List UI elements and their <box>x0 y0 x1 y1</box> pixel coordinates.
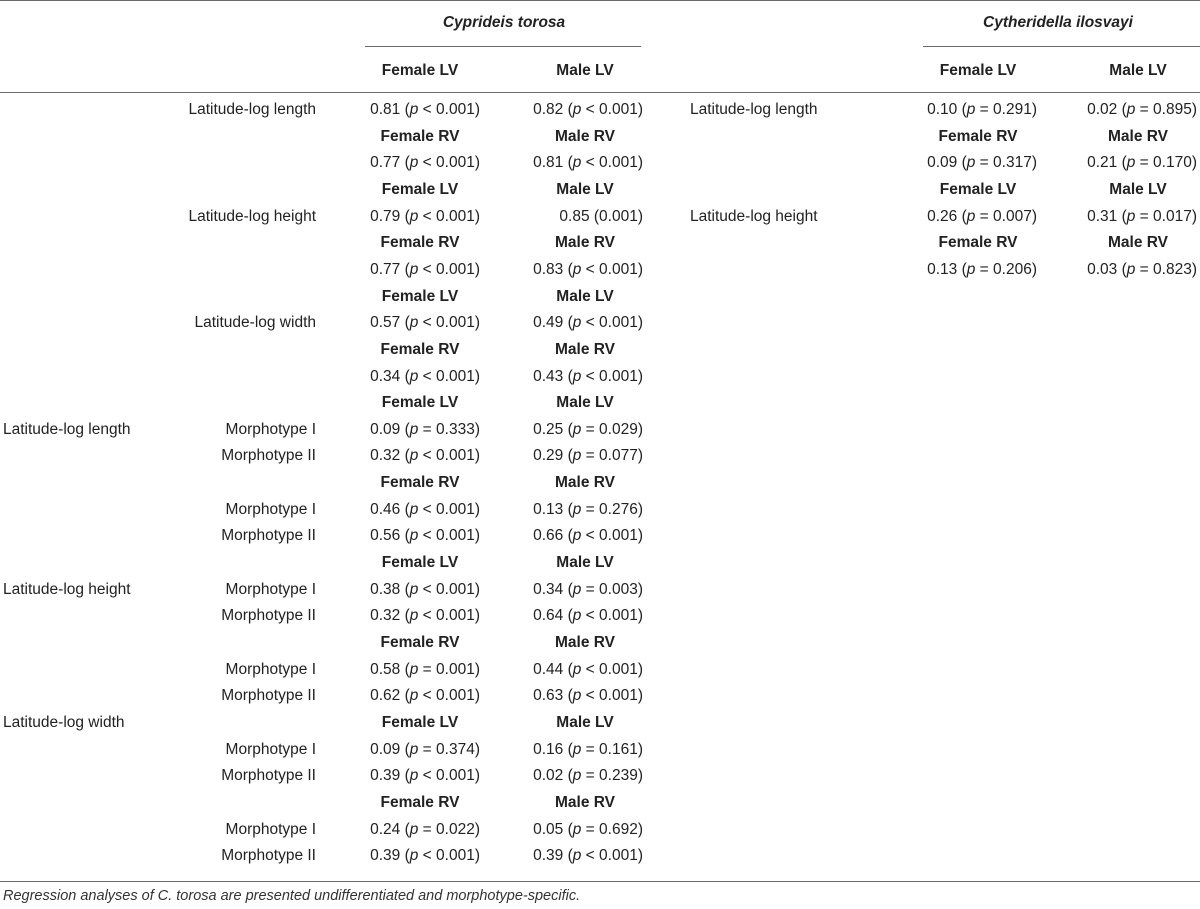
value-number: 0.43 ( <box>533 367 573 385</box>
p-symbol: p <box>409 101 419 118</box>
value-number: 0.79 ( <box>370 207 410 225</box>
ct-value-b <box>533 313 643 333</box>
p-symbol: p <box>966 154 976 172</box>
value-number: 0.09 ( <box>370 420 410 438</box>
ct-value-b <box>559 207 643 227</box>
ct-value-a <box>370 686 480 706</box>
value-number: 0.77 ( <box>370 260 410 278</box>
value-number: 0.09 ( <box>370 740 410 758</box>
subheader-cell: Male LV <box>556 180 614 198</box>
ct-value-a <box>370 207 480 227</box>
subheader-cell: Male RV <box>554 793 616 811</box>
p-value: < 0.001) <box>581 314 643 332</box>
subheader-cell: Female RV <box>380 634 460 651</box>
ct-value-b <box>533 846 643 866</box>
ct-value-b <box>533 820 643 840</box>
ct-value-a <box>370 260 480 280</box>
row-label: Morphotype II <box>221 447 316 465</box>
p-symbol: p <box>572 687 582 705</box>
p-value: = 0.823) <box>1135 260 1197 278</box>
value-number: 0.31 ( <box>1087 207 1127 225</box>
p-value: = 0.022) <box>418 820 480 838</box>
p-symbol: p <box>1126 207 1136 225</box>
p-value: < 0.001) <box>418 500 480 518</box>
p-value: < 0.001) <box>418 767 480 785</box>
p-value: = 0.317) <box>975 154 1037 172</box>
p-symbol: p <box>572 420 582 438</box>
p-value: = 0.001) <box>418 660 480 678</box>
ct-value-a <box>370 153 480 173</box>
subheader-cell: Female RV <box>380 234 460 252</box>
p-symbol: p <box>572 767 582 785</box>
species-header-cytheridella: Cytheridella ilosvayi <box>983 14 1133 31</box>
value-number: 0.82 ( <box>533 101 573 118</box>
row-label: Morphotype I <box>225 660 316 678</box>
value-number: 0.39 ( <box>370 767 410 785</box>
p-symbol: p <box>409 367 419 385</box>
row-label: Morphotype II <box>221 607 316 625</box>
species-underline-cyprideis <box>365 46 641 47</box>
value-number: 0.49 ( <box>533 314 573 332</box>
ct-value-b <box>533 420 643 440</box>
p-value: < 0.001) <box>581 660 643 678</box>
value-number: 0.09 ( <box>927 154 967 172</box>
value-number: 0.34 ( <box>533 580 573 598</box>
value-number: 0.13 ( <box>533 500 573 518</box>
ct-value-a <box>370 740 480 760</box>
p-value: < 0.001) <box>418 687 480 705</box>
p-symbol: p <box>572 154 582 172</box>
value-number: 0.85 (0.001) <box>559 207 643 225</box>
p-value: < 0.001) <box>581 687 643 705</box>
row-label: Latitude-log width <box>194 314 316 332</box>
ct-value-a <box>370 446 480 466</box>
value-number: 0.39 ( <box>370 847 410 865</box>
p-value: = 0.895) <box>1135 101 1197 118</box>
p-value: = 0.007) <box>975 207 1037 225</box>
value-number: 0.26 ( <box>927 207 967 225</box>
subheader-cell: Female LV <box>381 180 459 198</box>
subheader-cell: Male RV <box>554 340 616 358</box>
p-value: = 0.333) <box>418 420 480 438</box>
p-value: < 0.001) <box>581 367 643 385</box>
p-symbol: p <box>409 740 419 758</box>
row-label: Morphotype I <box>225 580 316 598</box>
p-value: = 0.161) <box>581 740 643 758</box>
value-number: 0.10 ( <box>927 101 967 118</box>
ct-value-b <box>533 606 643 626</box>
p-symbol: p <box>572 500 582 518</box>
ct-value-a <box>370 500 480 520</box>
p-symbol: p <box>1126 154 1136 172</box>
p-symbol: p <box>409 314 419 332</box>
header-bottom-border <box>0 92 1200 93</box>
p-symbol: p <box>966 207 976 225</box>
ci-value-a <box>927 100 1037 120</box>
table-bottom-border <box>0 881 1200 882</box>
subheader-cell: Female RV <box>938 234 1018 252</box>
p-symbol: p <box>572 660 582 678</box>
p-symbol: p <box>409 687 419 705</box>
p-value: < 0.001) <box>418 154 480 172</box>
p-symbol: p <box>572 607 582 625</box>
p-symbol: p <box>572 740 582 758</box>
value-number: 0.46 ( <box>370 500 410 518</box>
ct-value-a <box>370 526 480 546</box>
p-value: = 0.291) <box>975 101 1037 118</box>
ci-value-a <box>927 153 1037 173</box>
p-value: < 0.001) <box>581 607 643 625</box>
p-symbol: p <box>1126 260 1136 278</box>
p-value: < 0.001) <box>581 527 643 545</box>
subheader-cell: Female RV <box>380 474 460 492</box>
p-symbol: p <box>409 420 419 438</box>
value-number: 0.16 ( <box>533 740 573 758</box>
ci-value-a <box>927 207 1037 227</box>
value-number: 0.32 ( <box>370 607 410 625</box>
subheader-cell: Female RV <box>938 127 1018 145</box>
value-number: 0.13 ( <box>927 260 967 278</box>
p-symbol: p <box>572 820 582 838</box>
subheader-cell: Male RV <box>554 127 616 145</box>
value-number: 0.29 ( <box>533 447 573 465</box>
species-header-cyprideis: Cyprideis torosa <box>442 14 566 31</box>
p-value: = 0.239) <box>581 767 643 785</box>
ct-value-b <box>533 260 643 280</box>
p-value: = 0.374) <box>418 740 480 758</box>
value-number: 0.24 ( <box>370 820 410 838</box>
ct-value-a <box>370 846 480 866</box>
p-symbol: p <box>572 314 582 332</box>
value-number: 0.25 ( <box>533 420 573 438</box>
row-label: Latitude-log height <box>690 207 818 225</box>
subheader-cell: Female RV <box>380 793 460 811</box>
subheader-cell: Male LV <box>556 394 614 412</box>
col-header-ci-male-lv: Male LV <box>1109 62 1167 79</box>
value-number: 0.81 ( <box>370 101 410 118</box>
p-symbol: p <box>409 207 419 225</box>
p-symbol: p <box>572 580 582 598</box>
row-label: Latitude-log length <box>690 101 818 118</box>
ct-value-a <box>370 420 480 440</box>
subheader-cell: Male LV <box>556 713 614 731</box>
row-label: Morphotype II <box>221 767 316 785</box>
ct-value-a <box>370 820 480 840</box>
ct-value-a <box>370 367 480 387</box>
value-number: 0.32 ( <box>370 447 410 465</box>
subheader-cell: Male RV <box>554 474 616 492</box>
p-symbol: p <box>966 101 976 118</box>
subheader-cell: Male RV <box>1107 127 1169 145</box>
p-symbol: p <box>572 367 582 385</box>
row-group-label: Latitude-log length <box>3 420 131 438</box>
row-label: Morphotype I <box>225 820 316 838</box>
species-underline-cytheridella <box>923 46 1200 47</box>
subheader-cell: Female LV <box>381 287 459 305</box>
value-number: 0.21 ( <box>1087 154 1127 172</box>
p-value: < 0.001) <box>418 314 480 332</box>
value-number: 0.38 ( <box>370 580 410 598</box>
col-header-ci-female-lv: Female LV <box>939 62 1017 79</box>
subheader-cell: Female LV <box>939 180 1017 198</box>
ci-value-b <box>1087 207 1197 227</box>
p-value: = 0.017) <box>1135 207 1197 225</box>
ct-value-b <box>533 660 643 680</box>
table-footnote: Regression analyses of C. torosa are presented undifferentiated and morphotype-specific. <box>3 888 581 904</box>
value-number: 0.05 ( <box>533 820 573 838</box>
value-number: 0.03 ( <box>1087 260 1127 278</box>
table-top-border <box>0 0 1200 1</box>
p-symbol: p <box>409 527 419 545</box>
subheader-cell: Female LV <box>381 554 459 572</box>
p-value: < 0.001) <box>418 367 480 385</box>
row-label: Morphotype II <box>221 527 316 545</box>
p-symbol: p <box>409 660 419 678</box>
value-number: 0.34 ( <box>370 367 410 385</box>
p-value: < 0.001) <box>581 101 643 118</box>
value-number: 0.56 ( <box>370 527 410 545</box>
subheader-cell: Male RV <box>1107 234 1169 252</box>
ct-value-b <box>533 686 643 706</box>
ct-value-b <box>533 766 643 786</box>
value-number: 0.64 ( <box>533 607 573 625</box>
value-number: 0.02 ( <box>533 767 573 785</box>
row-label: Morphotype I <box>225 420 316 438</box>
subheader-cell: Male LV <box>556 287 614 305</box>
p-value: < 0.001) <box>581 260 643 278</box>
ci-value-b <box>1087 153 1197 173</box>
col-header-ct-female-lv: Female LV <box>381 62 459 79</box>
p-value: < 0.001) <box>418 847 480 865</box>
p-value: < 0.001) <box>418 607 480 625</box>
row-label: Latitude-log height <box>188 207 316 225</box>
p-symbol: p <box>966 260 976 278</box>
row-label: Latitude-log length <box>188 101 316 118</box>
ct-value-a <box>370 660 480 680</box>
p-symbol: p <box>572 260 582 278</box>
p-symbol: p <box>409 820 419 838</box>
p-symbol: p <box>409 154 419 172</box>
value-number: 0.58 ( <box>370 660 410 678</box>
p-symbol: p <box>409 847 419 865</box>
value-number: 0.66 ( <box>533 527 573 545</box>
p-value: < 0.001) <box>581 154 643 172</box>
value-number: 0.57 ( <box>370 314 410 332</box>
p-value: = 0.077) <box>581 447 643 465</box>
ct-value-a <box>370 100 480 120</box>
ct-value-b <box>533 100 643 120</box>
ct-value-a <box>370 606 480 626</box>
ct-value-a <box>370 766 480 786</box>
subheader-cell: Male LV <box>556 554 614 572</box>
subheader-cell: Male RV <box>554 234 616 252</box>
row-label: Morphotype II <box>221 687 316 705</box>
p-symbol: p <box>409 260 419 278</box>
value-number: 0.81 ( <box>533 154 573 172</box>
p-symbol: p <box>572 101 582 118</box>
p-symbol: p <box>409 767 419 785</box>
ct-value-b <box>533 446 643 466</box>
subheader-cell: Female LV <box>381 713 459 731</box>
p-value: < 0.001) <box>418 101 480 118</box>
subheader-cell: Female RV <box>380 340 460 358</box>
p-symbol: p <box>572 527 582 545</box>
ct-value-b <box>533 580 643 600</box>
p-value: = 0.206) <box>975 260 1037 278</box>
subheader-cell: Female LV <box>381 394 459 412</box>
row-label: Morphotype I <box>225 500 316 518</box>
row-group-label: Latitude-log height <box>3 580 131 598</box>
ct-value-b <box>533 740 643 760</box>
row-label: Morphotype I <box>225 740 316 758</box>
ct-value-b <box>533 526 643 546</box>
subheader-cell: Female RV <box>380 127 460 145</box>
value-number: 0.39 ( <box>533 847 573 865</box>
p-symbol: p <box>409 607 419 625</box>
p-value: = 0.029) <box>581 420 643 438</box>
ct-value-a <box>370 580 480 600</box>
p-value: < 0.001) <box>418 260 480 278</box>
value-number: 0.02 ( <box>1087 101 1127 118</box>
ct-value-a <box>370 313 480 333</box>
p-symbol: p <box>1126 101 1136 118</box>
ct-value-b <box>533 367 643 387</box>
p-value: < 0.001) <box>418 447 480 465</box>
p-symbol: p <box>409 500 419 518</box>
subheader-cell: Male RV <box>554 634 616 651</box>
p-value: < 0.001) <box>581 847 643 865</box>
p-value: = 0.692) <box>581 820 643 838</box>
p-value: < 0.001) <box>418 580 480 598</box>
p-symbol: p <box>409 580 419 598</box>
col-header-ct-male-lv: Male LV <box>556 62 614 79</box>
p-value: = 0.003) <box>581 580 643 598</box>
p-symbol: p <box>572 847 582 865</box>
ci-value-b <box>1087 260 1197 280</box>
value-number: 0.63 ( <box>533 687 573 705</box>
row-label: Morphotype II <box>221 847 316 865</box>
subheader-cell: Male LV <box>1109 180 1167 198</box>
p-value: = 0.170) <box>1135 154 1197 172</box>
value-number: 0.62 ( <box>370 687 410 705</box>
p-symbol: p <box>409 447 419 465</box>
ct-value-b <box>533 500 643 520</box>
ci-value-a <box>927 260 1037 280</box>
row-group-label: Latitude-log width <box>3 713 125 731</box>
p-symbol: p <box>572 447 582 465</box>
ct-value-b <box>533 153 643 173</box>
value-number: 0.83 ( <box>533 260 573 278</box>
value-number: 0.77 ( <box>370 154 410 172</box>
p-value: < 0.001) <box>418 527 480 545</box>
p-value: = 0.276) <box>581 500 643 518</box>
p-value: < 0.001) <box>418 207 480 225</box>
ci-value-b <box>1087 100 1197 120</box>
value-number: 0.44 ( <box>533 660 573 678</box>
